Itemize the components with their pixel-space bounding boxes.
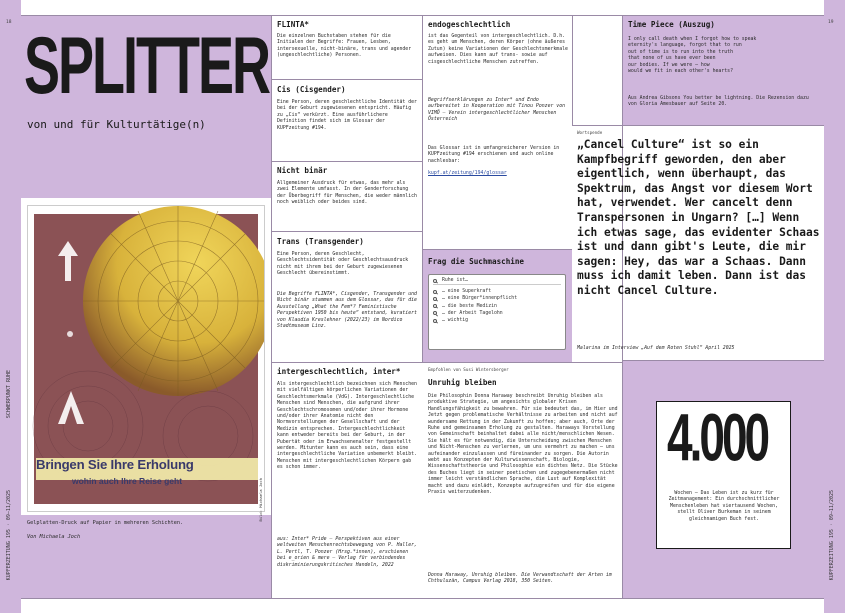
trans-heading: Trans (Transgender)	[277, 237, 364, 246]
search-icon	[433, 304, 437, 308]
cis-text: Eine Person, deren geschlechtliche Identität der bei der Geburt zugewiesenen entspricht. Häufig zu „Cis“ verkürzt. Eine ausführlichere Definition findet sich im Glossar der KUPFzeitung #194.	[277, 99, 417, 131]
endo-note: Begriffserklärungen zu Inter* und Endo aufbereitet in Kooperation mit Tinou Ponzer von VIMÖ – Verein intergeschlechtlicher Menschen Österreich	[428, 97, 566, 123]
col-rule-2	[422, 15, 423, 362]
poem-line: out of time is to run into the truth	[628, 48, 733, 55]
right-page-number: 19	[828, 20, 834, 25]
row-rule-trans	[271, 231, 422, 232]
suggestion-text: … die beste Medizin	[442, 303, 497, 309]
flinta-text: Die einzelnen Buchstaben stehen für die Initialen der Begriffe: Frauen, Lesben, intersexuelle, nicht-binäre, trans und agender (ungeschlechtliche) Personen.	[277, 33, 412, 59]
col-rule-1	[271, 15, 272, 598]
nonbinary-text: Allgemeiner Ausdruck für etwas, das mehr als zwei Elemente umfasst. In der Genderforschung der Überbegriff für Menschen, die weder männlich noch weiblich oder beides sind.	[277, 180, 417, 206]
poem-line: would we fit in each other's hearts?	[628, 68, 733, 75]
flinta-heading: FLINTA*	[277, 20, 310, 29]
search-icon	[433, 319, 437, 323]
artwork-banner-line2: wohin auch Ihre Reise geht	[72, 476, 183, 486]
search-suggestion[interactable]	[433, 295, 561, 302]
poem-heading: Time Piece (Auszug)	[628, 20, 715, 29]
poem-line: eternity's language, forgot that to run	[628, 42, 742, 49]
search-icon	[433, 279, 437, 283]
left-vertical-section: SCHWERPUNKT RUHE	[6, 370, 12, 419]
cis-heading: Cis (Cisgender)	[277, 85, 346, 94]
inter-text: Als intergeschlechtlich bezeichnen sich Menschen mit vielfältigen körperlichen Variationen der Geschlechtsmerkmale (VdG). Intergeschlechtliche Menschen sind Menschen, die aufgrund ihrer Geschlechtschromosomen und/oder ihrer Hormone und/oder ihrer Anatomie nicht den Normvorstellungen der Gesellschaft und der Medizin entsprechen. Intergeschlechtlichkeit kann entweder bereits bei der Geburt, in der Pubertät oder im Erwachsenenalter festgestellt werden. Mitunter kann es auch sein, dass eine intergeschlechtliche Variation unbemerkt bleibt. Menschen mit intergeschlechtlichen Körpern gab es schon immer.	[277, 381, 417, 471]
trans-note: Die Begriffe FLINTA*, Cisgender, Transgender und Nicht binär stammen aus dem Glossar, das für die Ausstellung „What the Fem*? Feministische Perspektiven 1950 bis heute“ entstand, kuratiert von Klaudia Kreslehner (2022/23) im Nordico Stadtmuseum Linz.	[277, 291, 417, 330]
row-rule-quote	[572, 125, 824, 126]
book-label: Empfohlen von Susi Wintersberger	[428, 367, 509, 372]
artwork-caption: Gelplatten-Druck auf Papier in mehreren Schichten.	[27, 520, 184, 526]
inter-source: aus: Inter* Pride – Perspektiven aus einer weltweiten Menschenrechtsbewegung von P. Haller, L. Pertl, T. Ponzer (Hrsg.*innen), erschienen bei e_orien & mere – Verlag für verbindendes diskriminierungskritisches Handeln, 2022	[277, 536, 417, 568]
search-icon	[433, 297, 437, 301]
search-suggestion[interactable]	[433, 303, 561, 310]
book-text: Die Philosophin Donna Haraway beschreibt Unruhig bleiben als produktive Strategie, um angesichts globaler Krisen Handlungsfähigkeit zu bewahren. Für sie bedeutet das, im Hier und Jetzt gegen problematische Verhältnisse zu arbeiten und nicht auf wundersame Rettung in der Zukunft zu hoffen; aber auch, Orte der Ruhe und gemeinsamen Erholung zu gestalten. Haraways Vorstellung von Gemeinschaft beinhaltet dabei alle nicht/menschlichen Wesen. Sie hält es für notwendig, die Unterscheidung zwischen Menschen und Nicht-Menschen zu verlernen, um uns vermehrt zu machen – uns aufeinander einzulassen und füreinander zu sorgen. Die Autorin webt aus Konzepten der Kulturwissenschaft, Biologie, Wissenschaftstheorie und Philosophie ein dichtes Netz. Die Stücke des Buches liegt in seiner poetischen und zugegebenermaßen nicht immer leicht verständlichen Sprache, die Lust auf Komplexität macht und dazu einlädt, Konzepte aufzugreifen und für die eigene Praxis weiterzudenken.	[428, 393, 618, 496]
stat-text: Wochen – Das Leben ist zu kurz für Zeitmanagement: Ein durchschnittlicher Menschenleben hat viertausend Wochen, stellt Oliver Burkeman in seinem gleichnamigen Buch fest.	[668, 490, 780, 522]
quote-source: Malarina im Interview „Auf dem Roten Stuhl“ April 2025	[577, 345, 735, 351]
endo-text: ist das Gegenteil von intergeschlechtlich. D.h. es geht um Menschen, deren Körper (ohne äußeres Zutun) keine Variationen der Geschlechtsmerkmale aufweisen. Dies kann auf trans- sowie auf cisgeschlechtliche Menschen zutreffen.	[428, 33, 568, 65]
left-page-number: 18	[6, 20, 12, 25]
trans-text: Eine Person, deren Geschlecht, Geschlechtsidentität oder Geschlechtsausdruck nicht mit ihrem bei der Geburt zugewiesenen Geschlecht übereinstimmt.	[277, 251, 409, 277]
row-rule-cis	[271, 79, 422, 80]
poem-source: Aus Andrea Gibsons You better be lightning. Die Rezension dazu von Gloria Amesbauer auf Seite 20.	[628, 95, 809, 108]
endo-heading: endogeschlechtlich	[428, 20, 511, 29]
quote-text: „Cancel Culture“ ist so ein Kampfbegriff geworden, den aber eigentlich, wenn überhaupt, das Spektrum, das Angst vor diesem Wort hat, verwendet. Wer cancelt denn Transpersonen in Ungarn? […] Wenn ich etwas sage, das evidenter Schaas ist und dann gibt's Leute, die mir sagen: Hey, das war a Schaas. Dann muss ich damit leben. Dann ist das nicht Cancel Culture.	[577, 138, 820, 297]
suggestion-text: … eine Superkraft	[442, 289, 492, 295]
art-caption-panel	[21, 515, 271, 598]
book-heading: Unruhig bleiben	[428, 378, 497, 387]
row-rule-search	[422, 249, 572, 250]
glossary-link[interactable]: kupf.at/zeitung/194/glossar	[428, 170, 507, 176]
row-rule-inter	[271, 362, 622, 363]
search-icon	[433, 290, 437, 294]
suggestion-text: … eine Bürger*innenpflicht	[442, 296, 518, 302]
suggestion-text: … wichtig	[442, 318, 468, 324]
right-vertical-issue: KUPFERZEITUNG 195 · 09–11/2025	[829, 490, 835, 581]
search-icon	[433, 311, 437, 315]
artwork-side-credit: Bild: Michaela Joch	[258, 478, 263, 522]
poem-lines	[628, 36, 820, 74]
search-query: Ruhe ist…	[442, 278, 468, 284]
poem-line: I only call death when I forgot how to speak	[628, 36, 757, 42]
suggestion-text: … der Arbeit Tagelohn	[442, 310, 503, 316]
search-heading: Frag die Suchmaschine	[428, 257, 525, 266]
poem-line: that none of us have ever been	[628, 55, 716, 62]
quote-label: Wortspende	[577, 130, 603, 135]
bottom-rule	[21, 598, 824, 599]
col-rule-3	[572, 15, 573, 125]
artwork-banner-line1: Bringen Sie Ihre Erholung	[36, 457, 194, 472]
search-suggestion[interactable]	[433, 288, 561, 295]
endo-more: Das Glossar ist in umfangreicherer Version in KUPFzeitung #194 erschienen und auch online nachlesbar:	[428, 145, 560, 164]
artwork-credit: Von Michaela Joch	[27, 534, 81, 540]
row-rule-nonbinary	[271, 161, 422, 162]
search-box[interactable]	[428, 274, 566, 350]
search-suggestion[interactable]	[433, 317, 561, 324]
col-rule-4	[622, 15, 623, 598]
search-input[interactable]	[433, 278, 561, 285]
inter-heading: intergeschlechtlich, inter*	[277, 367, 401, 376]
book-citation: Donna Haraway, Unruhig bleiben. Die Verwandtschaft der Arten im Chthuluzän, Campus Verlag 2018, 350 Seiten.	[428, 572, 612, 585]
stat-number: 4.000	[667, 399, 768, 475]
left-vertical-issue: KUPFERZEITUNG 195 · 09–11/2025	[6, 490, 12, 581]
search-suggestion[interactable]	[433, 310, 561, 317]
masthead-subtitle: von und für Kulturtätige(n)	[27, 118, 206, 131]
masthead-title: SPLITTER	[24, 21, 270, 111]
row-rule-stat	[622, 360, 824, 361]
nonbinary-heading: Nicht binär	[277, 166, 328, 175]
poem-line: our bodies. If we were – how	[628, 61, 710, 68]
